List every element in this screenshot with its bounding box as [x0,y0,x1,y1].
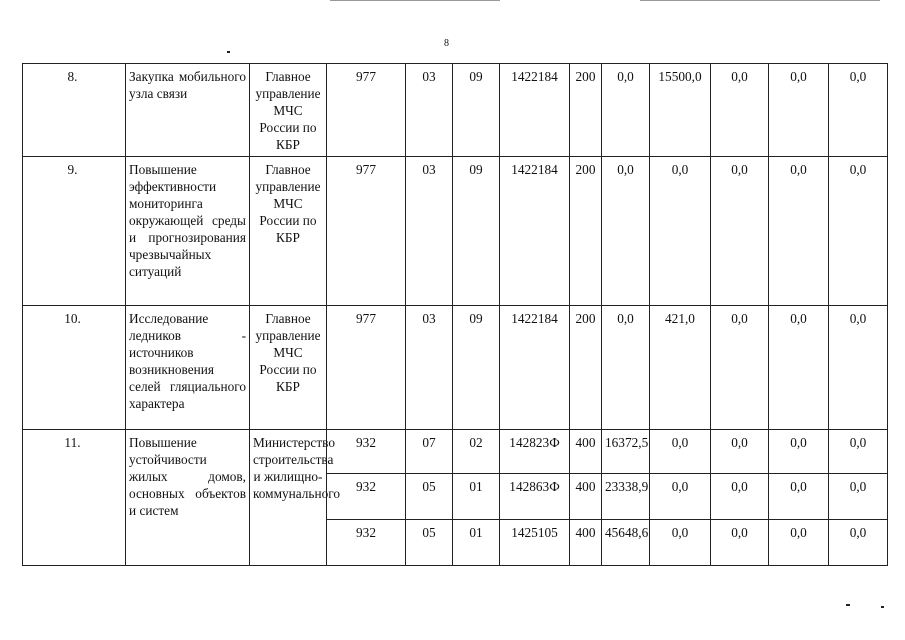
amount-cell: 0,0 [711,64,769,157]
target-article-cell: 1422184 [500,306,570,430]
amount-cell: 0,0 [829,430,888,474]
executor-cell: Главное управление МЧС России по КБР [250,157,327,306]
amount-cell: 0,0 [711,474,769,520]
section-cell: 03 [406,306,453,430]
scan-speck [846,604,850,606]
table-body [23,64,888,566]
expense-type-cell: 400 [570,520,602,566]
measure-name-cell: Исследование ледников - источников возникновения селей гляциального характера [126,306,250,430]
program-measures-table [22,63,888,566]
table-row [23,157,888,306]
table-row [23,430,888,474]
grbs-cell: 932 [327,520,406,566]
subsection-cell: 09 [453,157,500,306]
amount-cell: 0,0 [769,157,829,306]
expense-type-cell: 400 [570,430,602,474]
table-row [23,64,888,157]
amount-cell: 0,0 [711,157,769,306]
row-number-cell: 11. [23,430,126,566]
target-article-cell: 1422184 [500,157,570,306]
amount-cell: 45648,6 [602,520,650,566]
expense-type-cell: 400 [570,474,602,520]
amount-cell: 0,0 [711,430,769,474]
amount-cell: 0,0 [711,306,769,430]
row-number-cell: 9. [23,157,126,306]
measure-name-cell: Закупка мобильного узла связи [126,64,250,157]
scan-speck [881,606,884,608]
grbs-cell: 932 [327,430,406,474]
subsection-cell: 01 [453,520,500,566]
grbs-cell: 932 [327,474,406,520]
amount-cell: 0,0 [829,157,888,306]
target-article-cell: 1425105 [500,520,570,566]
table-row [23,306,888,430]
section-cell: 05 [406,474,453,520]
amount-cell: 0,0 [769,520,829,566]
section-cell: 07 [406,430,453,474]
target-article-cell: 142823Ф [500,430,570,474]
amount-cell: 421,0 [650,306,711,430]
executor-cell: Главное управление МЧС России по КБР [250,306,327,430]
executor-cell: Министерство строительства и жилищно-коммунального [250,430,327,566]
amount-cell: 15500,0 [650,64,711,157]
row-number-cell: 10. [23,306,126,430]
row-number-cell: 8. [23,64,126,157]
measure-name-cell: Повышение устойчивости жилых домов, основных объектов и систем [126,430,250,566]
amount-cell: 0,0 [829,64,888,157]
amount-cell: 0,0 [602,306,650,430]
scan-speck [227,51,230,53]
expense-type-cell: 200 [570,157,602,306]
subsection-cell: 01 [453,474,500,520]
subsection-cell: 09 [453,64,500,157]
target-article-cell: 1422184 [500,64,570,157]
amount-cell: 0,0 [650,430,711,474]
amount-cell: 16372,5 [602,430,650,474]
amount-cell: 0,0 [650,474,711,520]
subsection-cell: 02 [453,430,500,474]
page-number: 8 [444,38,449,49]
amount-cell: 0,0 [769,430,829,474]
amount-cell: 0,0 [602,64,650,157]
measure-name-cell: Повышение эффективности мониторинга окружающей среды и прогнозирования чрезвычайных ситуаций [126,157,250,306]
subsection-cell: 09 [453,306,500,430]
grbs-cell: 977 [327,64,406,157]
amount-cell: 0,0 [769,474,829,520]
scan-line [640,0,880,1]
amount-cell: 0,0 [650,157,711,306]
grbs-cell: 977 [327,306,406,430]
section-cell: 03 [406,64,453,157]
expense-type-cell: 200 [570,306,602,430]
scan-line [330,0,500,1]
amount-cell: 0,0 [602,157,650,306]
amount-cell: 0,0 [769,64,829,157]
expense-type-cell: 200 [570,64,602,157]
amount-cell: 0,0 [650,520,711,566]
amount-cell: 0,0 [711,520,769,566]
amount-cell: 23338,9 [602,474,650,520]
target-article-cell: 142863Ф [500,474,570,520]
amount-cell: 0,0 [769,306,829,430]
amount-cell: 0,0 [829,306,888,430]
section-cell: 05 [406,520,453,566]
amount-cell: 0,0 [829,474,888,520]
section-cell: 03 [406,157,453,306]
grbs-cell: 977 [327,157,406,306]
executor-cell: Главное управление МЧС России по КБР [250,64,327,157]
amount-cell: 0,0 [829,520,888,566]
